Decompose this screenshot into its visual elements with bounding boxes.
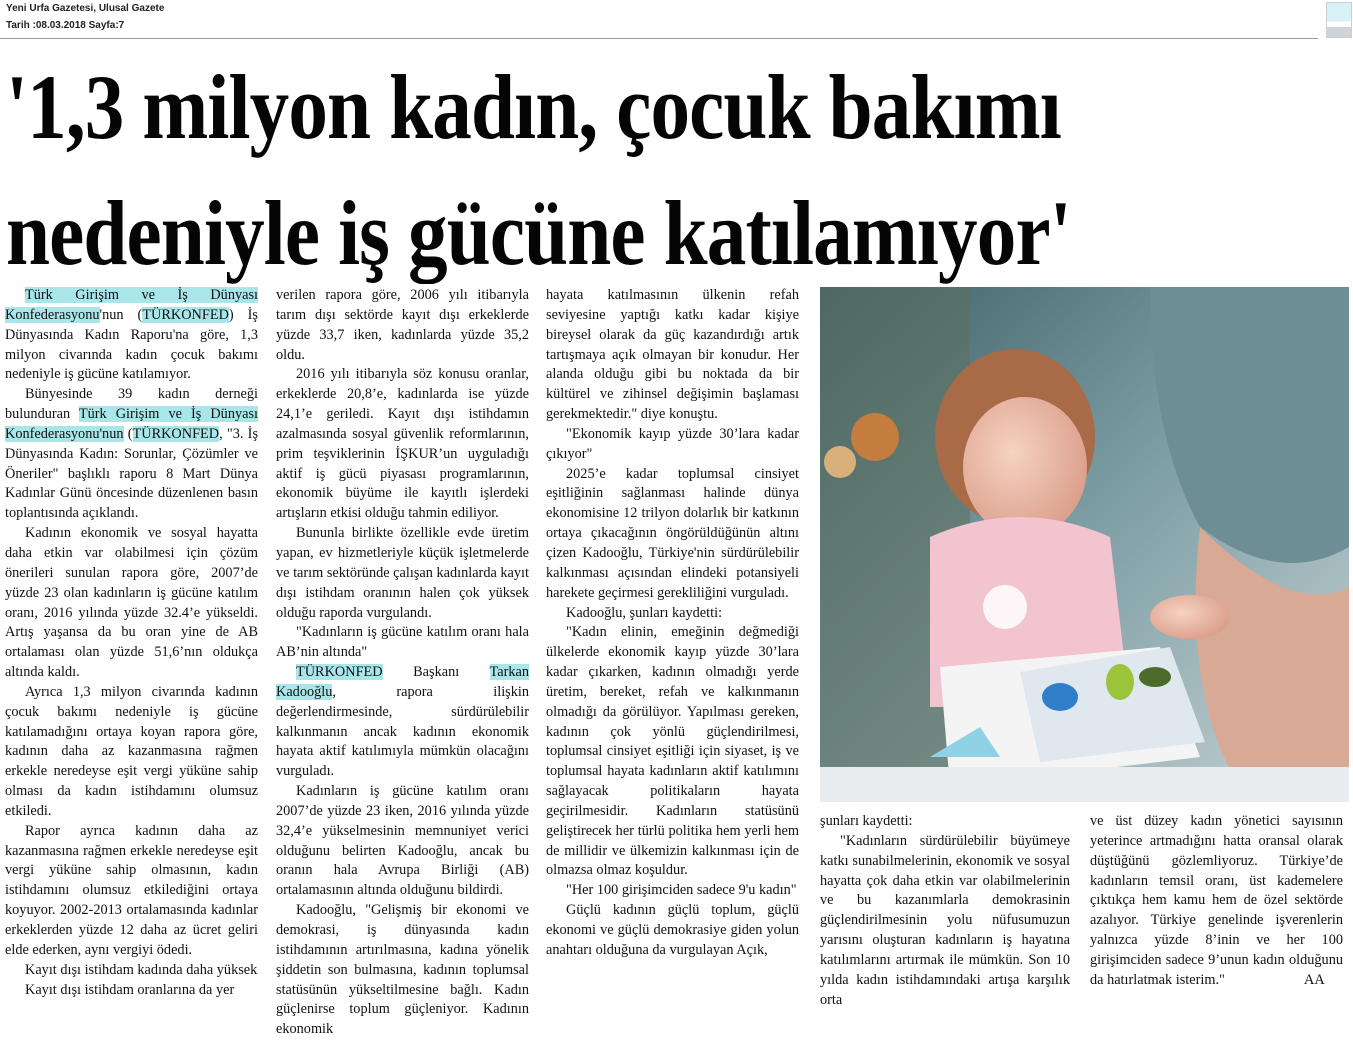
newspaper-name: Yeni Urfa Gazetesi, Ulusal Gazete [6, 3, 165, 14]
paragraph: Bununla birlikte özellikle evde üretim yapan, ev hizmetleriyle küçük işletmelerde ve tarım sektöründe çalışan kadınlarda kayıt dışı istihdam oranının halen çok yüksek olduğu raporda vurgulandı. [276, 525, 529, 621]
highlighted-keyword: Türk Girişim ve İş Dünyası Konfederasyonu'nun [5, 406, 259, 442]
photo-illustration [820, 287, 1349, 802]
header-divider [0, 38, 1318, 39]
paragraph: 2016 yılı itibarıyla söz konusu oranlar, erkeklerde 20,8’e, kadınlarda ise yüzde 24,1’e geriledi. Kayıt dışı istihdamın azalmasında sosyal güvenlik reformlarının, prim teşviklerinin İŞKUR’un uyguladığı aktif iş gücü piyasası programlarının, ekonomik büyüme ile kayıtlı işlerdeki artışların etkisi olduğu tahmin ediliyor. [276, 366, 529, 522]
highlighted-keyword: TÜRKONFED [132, 425, 220, 442]
paragraph: Rapor ayrıca kadının daha az kazanmasına rağmen erkekle neredeyse eşit vergi yüküne sahip olmasının, kadın istihdamını olumsuz etkilediğini ortaya koyuyor. 2002-2013 ortalamasında kadınlar erkeklerden yüzde 12 daha az ücret geliri elde ederken, aynı vergiyi ödedi. [5, 822, 258, 958]
article-column-2 [276, 286, 529, 1040]
headline [6, 44, 1163, 296]
news-agency-credit: AA [1304, 972, 1325, 988]
text-run: 'nun ( [99, 306, 143, 323]
paragraph: Kadınların iş gücüne katılım oranı 2007’de yüzde 23 iken, 2016 yılında yüzde 32,4’e yükselmesinin memnuniyet verici olduğunu belirten Kadooğlu, ancak bu oranın hala Avrupa Birliği (AB) ortalamasının altında olduğunu bildirdi. [276, 783, 529, 899]
paragraph: Ayrıca 1,3 milyon civarında kadının çocuk bakımı nedeniyle iş gücüne katılamadığını ortaya koyan rapora göre, kadının daha az kazanmasına rağmen erkekle neredeyse eşit vergi yüküne sahip olması da kadın istihdamını olumsuz etkiledi. [5, 683, 258, 819]
clipping-logo-icon [1326, 2, 1352, 38]
paragraph: 2025’e kadar toplumsal cinsiyet eşitliğinin sağlanması halinde dünya ekonomisine 12 trilyon dolarlık bir katkının ortaya çıkacağının öngörüldüğünün altını çizen Kadooğlu, Türkiye'nin sürdürülebilir kalkınması açısından elindeki potansiyeli harekete geçirmesi gerekliliğini vurguladı. [546, 465, 799, 601]
subheading: "Her 100 girişimciden sadece 9'u kadın" [566, 882, 797, 899]
highlighted-keyword: Türk Girişim ve İş Dünyası Konfederasyonu [5, 287, 258, 323]
paragraph: "Kadın elinin, emeğinin değmediği ülkelerde ekonomik kayıp yüzde 30’lara kadar çıkarken, kadının olmadığı yerde üretim, bereket, refah ve kalkınmanın olmadığı da görülüyor. Yapılması gereken, kadının çok yönlü güçlendirilmesi, toplumsal cinsiyet eşitliği için siyaset, iş ve toplumsal hayata kadınların aktif katılımını sağlayacak politikaların hayata geçirilmesidir. Kadınların statüsünü geliştirecek her türlü politika hem yerli hem de millidir ve ülkemizin kalkınması için de olmazsa olmaz koşuldur. [546, 624, 799, 879]
highlighted-keyword: Tarkan Kadooğlu [276, 664, 529, 700]
text-run: , rapora ilişkin değerlendirmesinde, sürdürülebilir kalkınmanın ancak kadının ekonomik hayata aktif katılımıyla mümkün olacağını vurguladı. [276, 683, 529, 780]
paragraph: Kadooğlu, şunları kaydetti: [566, 604, 723, 621]
highlighted-keyword: TÜRKONFED [296, 664, 383, 681]
subheading: Kayıt dışı istihdam kadında daha yüksek [25, 961, 258, 978]
article-column-4 [820, 812, 1070, 1010]
baby-reading-photo [820, 287, 1349, 802]
highlighted-keyword: TÜRKONFED [142, 306, 229, 323]
article-column-5 [1090, 812, 1343, 991]
text-run: ( [123, 425, 133, 442]
subheading: "Ekonomik kayıp yüzde 30’lara kadar çıkıyor" [546, 425, 799, 462]
text-run: , "3. İş Dünyasında Kadın: Sorunlar, Çözümler ve Öneriler" başlıklı raporu 8 Mart Dünya Kadınlar Günü öncesinde düzenlenen basın toplantısında açıklandı. [5, 425, 259, 522]
paragraph: ve üst düzey kadın yönetici sayısının yeterince artmadığını hatta oransal olarak düştüğünü gözlemliyoruz. Türkiye’de kadınların temsil oranı, üst kademelere çıktıkça hem kamu hem de özel sektörde azalıyor. Türkiye genelinde işverenlerin yalnızca yüzde 8’inin ve her 100 girişimciden sadece 9’unun kadın olduğunu da hatırlatmak isterim." [1090, 813, 1343, 988]
paragraph: Kadooğlu, "Gelişmiş bir ekonomi ve demokrasi, iş dünyasında kadın istihdamının artırılmasına, kadına yönelik şiddetin son bulmasına, kadının toplumsal statüsünün yükseltilmesine bağlı. Kadın güçlenirse toplum güçleniyor. Kadının ekonomik [276, 902, 529, 1038]
text-run: ) İş Dünyasında Kadın Raporu'na göre, 1,3 milyon civarında kadın çocuk bakımı nedeniyle iş gücüne katılamıyor. [5, 306, 258, 383]
text-run: Bünyesinde 39 kadın derneği bulunduran [5, 386, 258, 423]
headline-line-2: nedeniyle iş gücüne katılamıyor' [6, 182, 1071, 284]
paragraph: hayata katılmasının ülkenin refah seviyesine yaptığı katkı kadar kişiye bireysel olarak da güç kazandırdığı artık tartışmaya açık olmayan bir konudur. Her alanda olduğu gibi bu noktada da bir kültürel ve zihinsel değişimin başlaması gerekmektedir." diye konuştu. [546, 287, 799, 423]
paragraph [5, 286, 258, 385]
headline-line-1: '1,3 milyon kadın, çocuk bakımı [6, 56, 1061, 158]
paragraph: verilen rapora göre, 2006 yılı itibarıyla tarım dışı sektörde kayıt dışı erkeklerde yüzde 33,7 iken, kadınlarda yüzde 35,2 oldu. [276, 287, 529, 363]
article-column-1 [5, 286, 258, 1000]
subheading: "Kadınların iş gücüne katılım oranı hala AB’nin altında" [276, 624, 529, 661]
date-page-line: Tarih :08.03.2018 Sayfa:7 [6, 20, 125, 31]
paragraph [276, 663, 529, 782]
paragraph: şunları kaydetti: [820, 813, 913, 829]
article-column-3 [546, 286, 799, 961]
paragraph: Kayıt dışı istihdam oranlarına da yer [25, 981, 235, 998]
paragraph: Kadının ekonomik ve sosyal hayatta daha etkin var olabilmesi için çözüm önerileri sunulan rapora göre, 2007’de yüzde 23 olan kadınların iş gücüne katılım oranı, 2016 yılında yüzde 32.4’e yükseldi. Artış yaşansa da bu oran yine de AB ortalaması olan yüzde 51,6’nın oldukça altında kaldı. [5, 525, 258, 681]
paragraph: "Kadınların sürdürülebilir büyümeye katkı sunabilmelerinin, ekonomik ve sosyal hayatta çok daha etkin var olabilmelerinin ve bu kazanımlarla demokrasinin güçlendirilmesinin yolu nüfusumuzun yarısını oluşturan kadınların iş hayatına katılımlarını artırmak ile mümkün. Son 10 yılda kadın istihdamındaki artışa karşılık orta [820, 832, 1070, 1008]
paragraph [5, 385, 258, 524]
paragraph: Güçlü kadının güçlü toplum, güçlü ekonomi ve güçlü demokrasiye giden yolun anahtarı olduğuna da vurgulayan Açık, [546, 902, 799, 958]
text-run: Başkanı [382, 664, 490, 681]
